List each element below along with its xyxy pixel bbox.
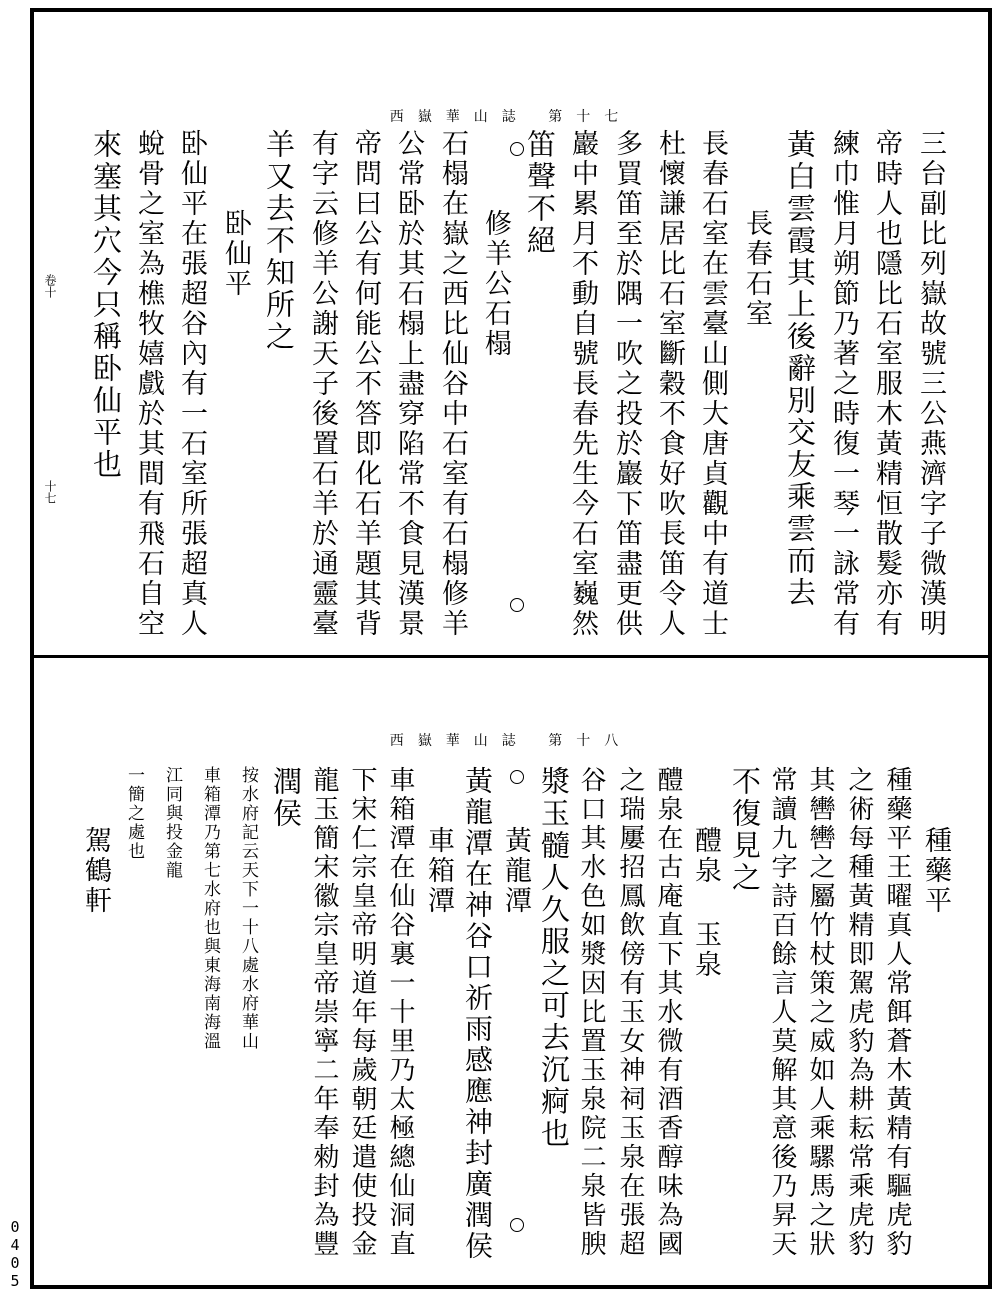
text-column: 江同與投金龍 <box>162 766 182 880</box>
text-column: 來塞其穴今只稱卧仙平也 <box>89 129 123 481</box>
text-column: 長春石室在雲臺山側大唐貞觀中有道士 <box>697 129 728 639</box>
circle-mark <box>510 598 524 612</box>
page-header: 西嶽華山誌 第十七 <box>389 109 633 125</box>
page-number: 0405 <box>6 1218 24 1290</box>
section-title: 車箱潭 <box>423 826 454 916</box>
text-column: 蛻骨之室為樵牧嬉戲於其間有飛石自空 <box>133 129 164 639</box>
circle-mark <box>510 1218 524 1232</box>
text-column: 種藥平王曜真人常餌蒼木黃精有驅虎豹 <box>882 766 912 1259</box>
circle-mark <box>510 142 524 156</box>
margin-note: 十七 <box>43 480 57 504</box>
text-column: 多買笛至於隅一吹之投於巖下笛盡更供 <box>611 129 642 639</box>
text-column: 之瑞屢招鳳飲傍有玉女神祠玉泉在張超 <box>615 766 645 1259</box>
text-column: 卧仙平在張超谷內有一石室所張超真人 <box>176 129 207 639</box>
text-column: 按水府記云天下一十八處水府華山 <box>238 766 258 1051</box>
text-column: 一簡之處也 <box>124 766 144 861</box>
text-column: 車箱潭乃第七水府也與東海南海溫 <box>200 766 220 1051</box>
circle-mark <box>510 770 524 784</box>
bottom-page <box>34 658 988 1285</box>
text-column: 車箱潭在仙谷裏一十里乃太極總仙洞直 <box>385 766 415 1259</box>
text-column: 不復見之 <box>728 766 762 894</box>
section-title: 修羊公石榻 <box>480 209 511 359</box>
text-column: 石榻在嶽之西比仙谷中石室有石榻修羊 <box>437 129 468 639</box>
text-column: 其轡轡之屬竹杖策之威如人乘騾馬之狀 <box>805 766 835 1259</box>
section-title: 醴泉 玉泉 <box>690 826 721 980</box>
section-title: 黃龍潭 <box>500 826 531 916</box>
text-column: 黃龍潭在神谷口祈雨感應神封廣潤侯 <box>461 766 494 1262</box>
section-title: 長春石室 <box>741 209 772 329</box>
text-column: 常讀九字詩百餘言人莫解其意後乃昇天 <box>767 766 797 1259</box>
text-column: 龍玉簡宋徽宗皇帝崇寧二年奉勑封為豐 <box>309 766 339 1259</box>
top-page <box>34 12 988 655</box>
text-column: 三台副比列嶽故號三公燕濟字子微漢明 <box>915 129 946 639</box>
text-column: 之術每種黃精即駕虎豹為耕耘常乘虎豹 <box>844 766 874 1259</box>
text-column: 有字云修羊公謝天子後置石羊於通靈臺 <box>307 129 338 639</box>
text-column: 下宋仁宗皇帝明道年每歲朝廷遣使投金 <box>347 766 377 1259</box>
text-column: 笛聲不絕 <box>523 129 557 257</box>
section-title: 駕鶴軒 <box>80 826 111 916</box>
text-column: 練巾惟月朔節乃著之時復一琴一詠常有 <box>828 129 859 639</box>
text-column: 漿玉髓人久服之可去沉痾也 <box>537 766 571 1150</box>
text-column: 杜懷謙居比石室斷穀不食好吹長笛令人 <box>654 129 685 639</box>
text-column: 醴泉在古庵直下其水微有酒香醇味為國 <box>653 766 683 1259</box>
text-column: 巖中累月不動自號長春先生今石室巍然 <box>567 129 598 639</box>
text-column: 谷口其水色如漿因比置玉泉院二泉皆腴 <box>576 766 606 1259</box>
text-column: 潤侯 <box>269 766 303 830</box>
text-column: 公常卧於其石榻上盡穿陷常不食見漢景 <box>393 129 424 639</box>
section-title: 種藥平 <box>920 826 951 916</box>
section-title: 卧仙平 <box>220 209 251 299</box>
text-column: 黃白雲霞其上後辭別交友乘雲而去 <box>783 129 817 609</box>
text-column: 羊又去不知所之 <box>262 129 296 353</box>
text-column: 帝時人也隱比石室服木黃精恒散髮亦有 <box>871 129 902 639</box>
page-header: 西嶽華山誌 第十八 <box>389 733 633 749</box>
text-column: 帝問曰公有何能公不答即化石羊題其背 <box>350 129 381 639</box>
margin-note: 卷十 <box>43 274 57 298</box>
